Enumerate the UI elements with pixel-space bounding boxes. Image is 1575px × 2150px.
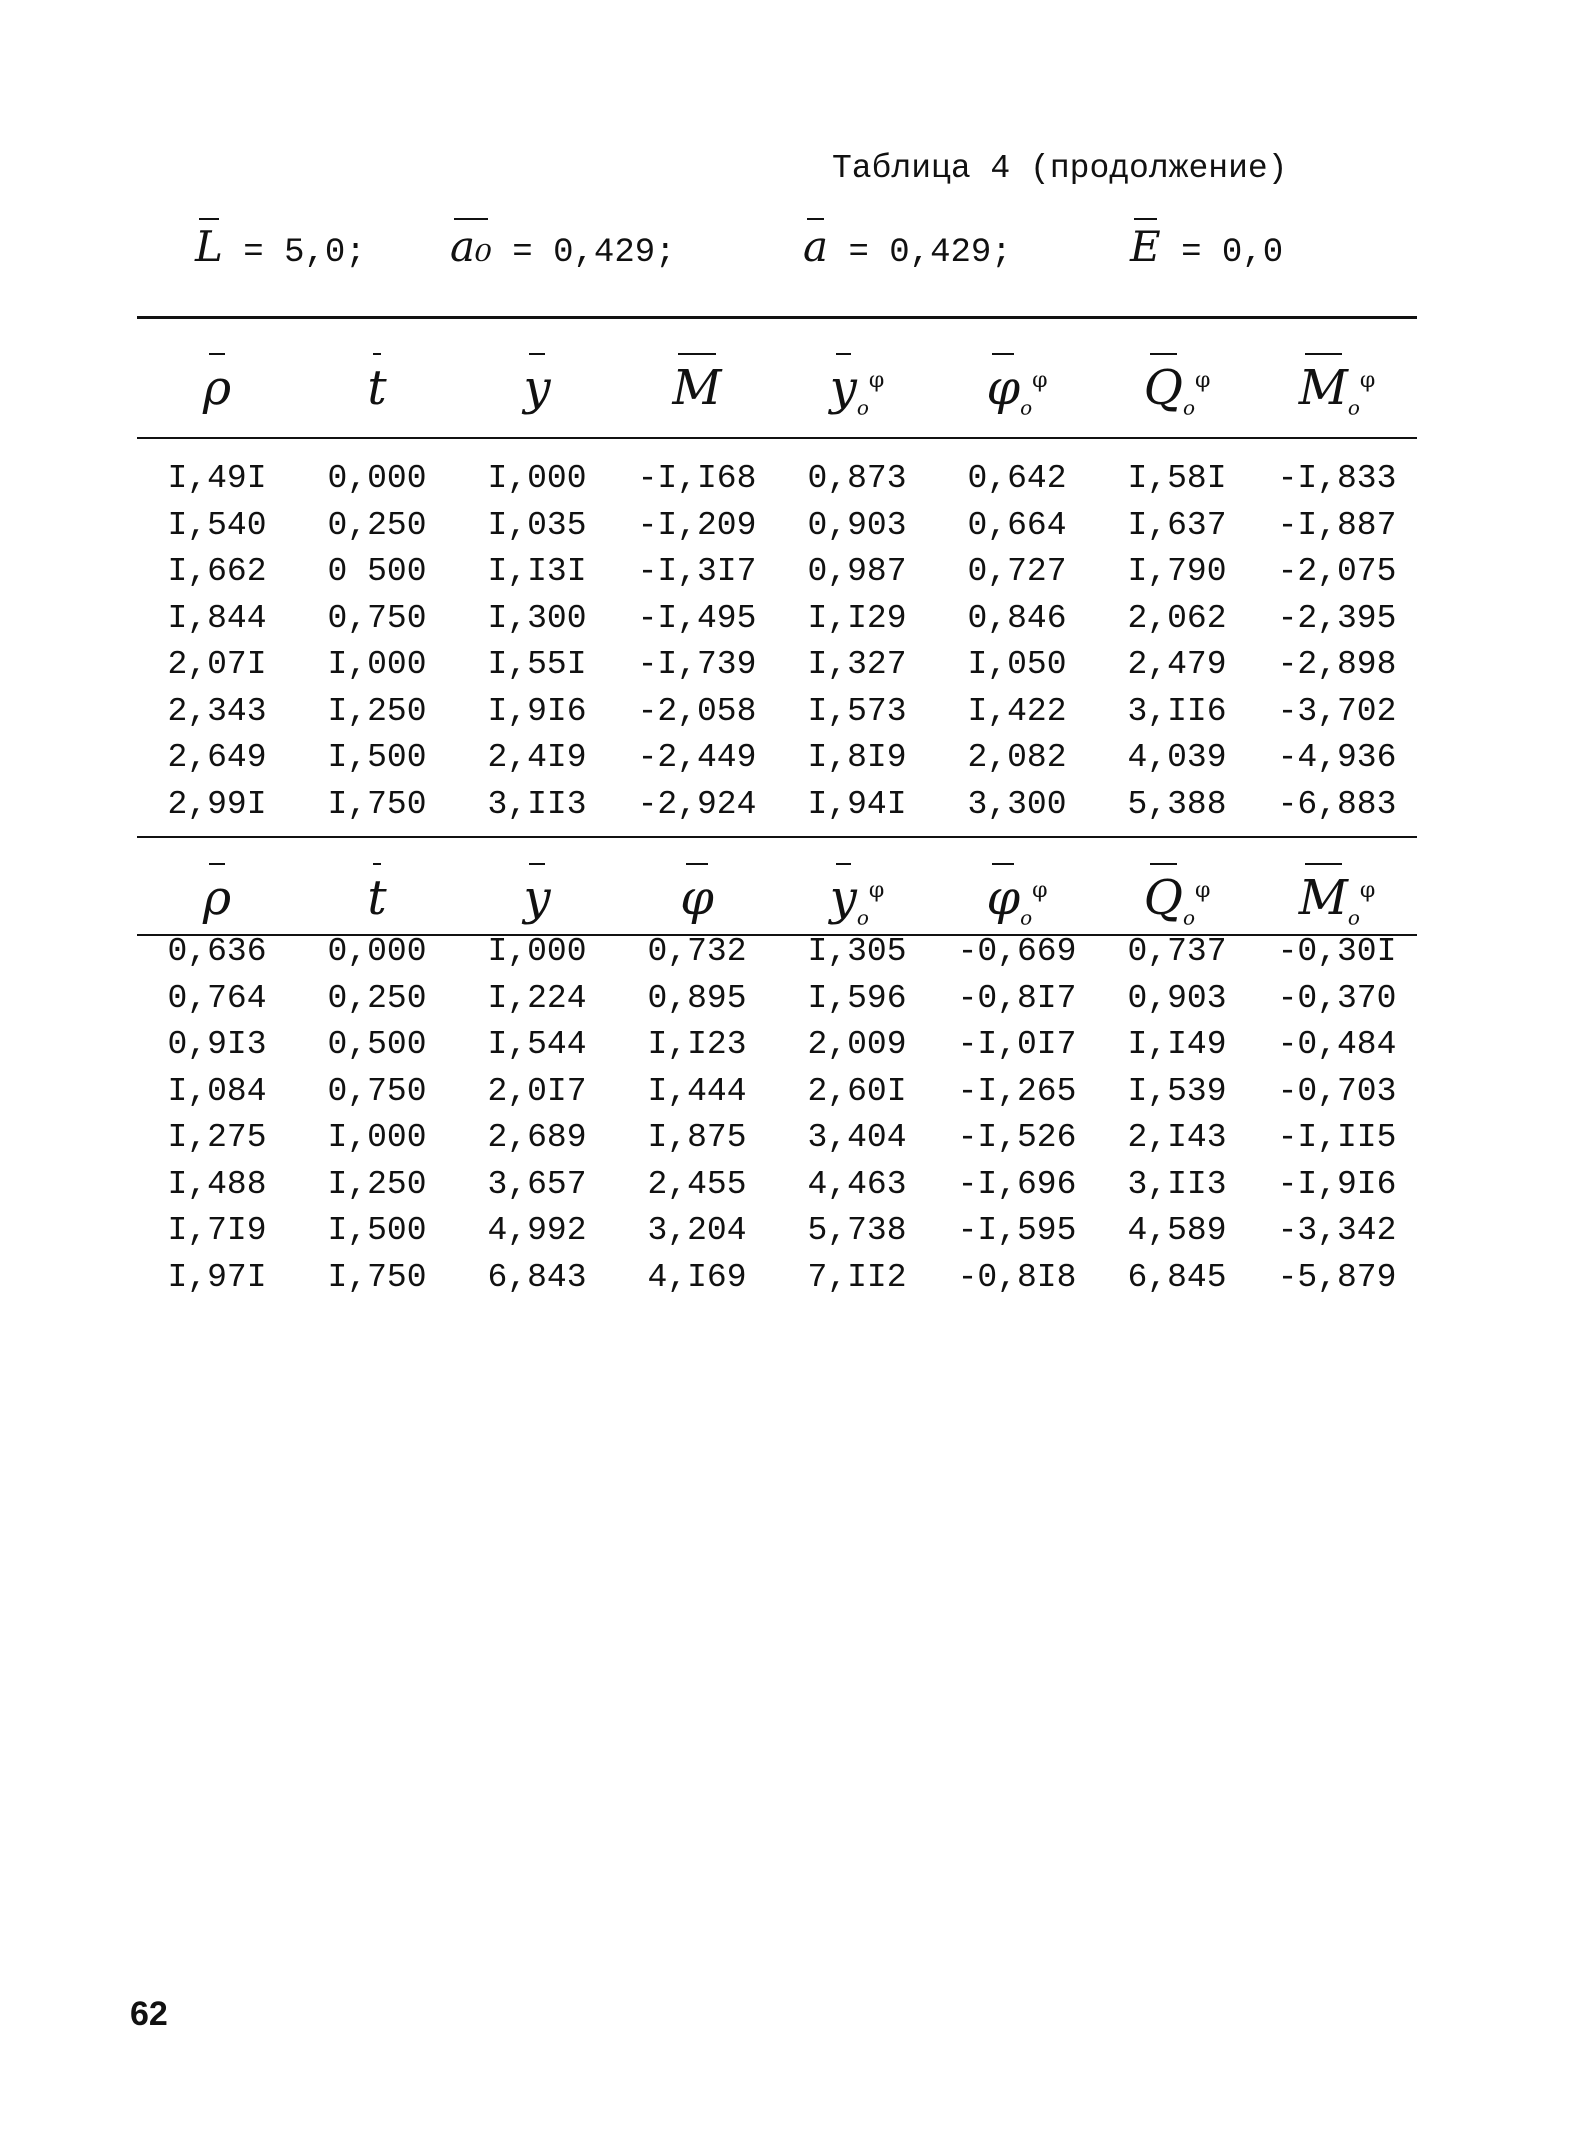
table-cell: -5,879: [1277, 1258, 1397, 1296]
table-cell: -2,449: [637, 739, 757, 776]
header-superscript: φ: [868, 878, 885, 903]
table-cell: -2,898: [1277, 646, 1397, 683]
header-superscript: φ: [1032, 368, 1048, 393]
header-symbol: M: [672, 343, 721, 433]
table-cell: 0,846: [967, 599, 1067, 637]
table-cell: -I,9I6: [1277, 1165, 1397, 1203]
table-cell: I,I3I: [487, 553, 587, 590]
column-header: [137, 846, 297, 936]
table-row: [137, 1115, 1417, 1162]
table-cell: I,58I: [1127, 460, 1227, 497]
table-cell: -I,0I7: [957, 1026, 1077, 1063]
table-cell: I,444: [647, 1072, 747, 1110]
table-cell: -I,I68: [637, 460, 757, 497]
header-subscript: o: [1020, 905, 1033, 930]
table-cell: -0,669: [957, 933, 1077, 970]
table-cell: -0,8I7: [957, 979, 1077, 1017]
table-cell: I,488: [167, 1165, 267, 1203]
table-row: [137, 1022, 1417, 1069]
table-cell: 0,903: [807, 506, 907, 544]
table-cell: 0,903: [1127, 979, 1227, 1017]
table-row: [137, 782, 1417, 829]
table-cell: 4,039: [1127, 739, 1227, 776]
header-subscript: o: [856, 395, 869, 420]
table-cell: -0,370: [1277, 979, 1397, 1017]
table-cell: 3,204: [647, 1212, 747, 1249]
param-value: = 0,429;: [512, 234, 676, 272]
column-header: [137, 336, 297, 426]
table-cell: 2,I43: [1127, 1119, 1227, 1156]
param-value: = 0,429;: [848, 234, 1012, 272]
table-cell: 0,737: [1127, 933, 1227, 970]
table-row: [137, 549, 1417, 596]
table-cell: 2,4I9: [487, 739, 587, 776]
table-cell: I,540: [167, 506, 267, 544]
table-cell: 2,99I: [167, 785, 267, 823]
table-cell: 0,873: [807, 460, 907, 497]
table-cell: I,050: [967, 646, 1067, 683]
header-symbol: y: [830, 343, 857, 433]
header-subscript: o: [1347, 395, 1360, 420]
column-header: [1097, 336, 1257, 426]
column-header: [457, 336, 617, 426]
table-cell: I,500: [327, 739, 427, 776]
header-symbol: ρ: [203, 853, 231, 943]
table-cell: 4,589: [1127, 1212, 1227, 1249]
table-cell: I,790: [1127, 553, 1227, 590]
table-cell: -3,702: [1277, 692, 1397, 730]
table-cell: I,275: [167, 1119, 267, 1156]
table-cell: 2,455: [647, 1165, 747, 1203]
header-symbol: t: [367, 343, 386, 433]
table-row: [137, 456, 1417, 503]
table-row: [137, 976, 1417, 1023]
column-header: [777, 336, 937, 426]
header-symbol: y: [523, 343, 550, 433]
header-superscript: φ: [1032, 878, 1048, 903]
table-cell: I,500: [327, 1212, 427, 1249]
table-cell: I,000: [487, 460, 587, 497]
header-subscript: o: [856, 905, 869, 930]
table-cell: I,750: [327, 1258, 427, 1296]
header-subscript: o: [1020, 395, 1033, 420]
table-cell: 5,738: [807, 1212, 907, 1249]
table-cell: -I,495: [637, 599, 757, 637]
table2-body: [137, 929, 1417, 1301]
table-cell: 0,636: [167, 933, 267, 970]
table-cell: 4,I69: [647, 1258, 747, 1296]
table-cell: -I,3I7: [637, 553, 757, 590]
table-cell: 0,732: [647, 933, 747, 970]
param-symbol: a: [803, 222, 829, 271]
table-row: [137, 1208, 1417, 1255]
page-number: 62: [130, 1995, 168, 2033]
table-cell: I,250: [327, 692, 427, 730]
column-header: [1097, 846, 1257, 936]
table-cell: 0,664: [967, 506, 1067, 544]
table-cell: 3,404: [807, 1119, 907, 1156]
param-value: = 0,0: [1181, 234, 1284, 272]
table-row: [137, 503, 1417, 550]
table-cell: 0,500: [327, 1026, 427, 1063]
table-cell: I,035: [487, 506, 587, 544]
table-cell: I,I49: [1127, 1026, 1227, 1063]
table-cell: 0,000: [327, 933, 427, 970]
table-cell: I,544: [487, 1026, 587, 1063]
table-cell: -I,833: [1277, 460, 1397, 497]
table-cell: 4,463: [807, 1165, 907, 1203]
table-cell: I,844: [167, 599, 267, 637]
column-header: [457, 846, 617, 936]
header-superscript: φ: [1359, 368, 1376, 393]
param-value: = 5,0;: [243, 234, 366, 272]
table-cell: 6,845: [1127, 1258, 1227, 1296]
table-cell: -I,739: [637, 646, 757, 683]
table-cell: I,I23: [647, 1026, 747, 1063]
column-header: [297, 846, 457, 936]
column-header: [937, 336, 1097, 426]
param-E: [1130, 222, 1283, 272]
table-cell: 3,300: [967, 785, 1067, 823]
header-superscript: φ: [1359, 878, 1376, 903]
table1-body: [137, 456, 1417, 828]
header-symbol: y: [523, 853, 550, 943]
header-symbol: y: [830, 853, 857, 943]
column-header: [617, 846, 777, 936]
table-cell: -I,265: [957, 1072, 1077, 1110]
column-header: [297, 336, 457, 426]
table-cell: I,97I: [167, 1258, 267, 1296]
table-cell: 3,II3: [1127, 1165, 1227, 1203]
table-cell: 0,750: [327, 1072, 427, 1110]
table-cell: 0,9I3: [167, 1026, 267, 1063]
param-symbol: L: [195, 222, 223, 271]
header-symbol: t: [367, 853, 386, 943]
table-cell: I,539: [1127, 1072, 1227, 1110]
table-cell: -I,887: [1277, 506, 1397, 544]
table-cell: -I,II5: [1277, 1119, 1397, 1156]
table-cell: I,750: [327, 785, 427, 823]
table-cell: I,49I: [167, 460, 267, 497]
table-cell: 0,764: [167, 979, 267, 1017]
header-superscript: φ: [1195, 878, 1211, 903]
table-cell: -2,058: [637, 692, 757, 730]
table-divider-rule: [137, 836, 1417, 838]
header-superscript: φ: [1195, 368, 1211, 393]
table-cell: I,637: [1127, 506, 1227, 544]
table-caption: Таблица 4 (продолжение): [832, 150, 1288, 187]
table-cell: I,662: [167, 553, 267, 590]
column-header: [777, 846, 937, 936]
table-cell: I,084: [167, 1072, 267, 1110]
table-cell: 0,895: [647, 979, 747, 1017]
column-header: [617, 336, 777, 426]
table-cell: 6,843: [487, 1258, 587, 1296]
table-cell: 0,642: [967, 460, 1067, 497]
table-cell: -I,526: [957, 1119, 1077, 1156]
table2-header: [137, 846, 1417, 936]
table-cell: 2,649: [167, 739, 267, 776]
table-cell: 0 500: [327, 553, 427, 590]
header-symbol: φ: [986, 853, 1020, 943]
header-subscript: o: [1182, 395, 1195, 420]
table-cell: I,7I9: [167, 1212, 267, 1249]
table-cell: I,55I: [487, 646, 587, 683]
table-cell: I,300: [487, 599, 587, 637]
table-cell: -0,703: [1277, 1072, 1397, 1110]
table-row: [137, 642, 1417, 689]
table-cell: -0,484: [1277, 1026, 1397, 1063]
table-cell: -6,883: [1277, 785, 1397, 823]
param-L: [195, 222, 366, 272]
table-cell: I,000: [487, 933, 587, 970]
column-header: [937, 846, 1097, 936]
header-symbol: ρ: [203, 343, 231, 433]
table-cell: -2,924: [637, 785, 757, 823]
table-cell: 5,388: [1127, 785, 1227, 823]
table-cell: I,327: [807, 646, 907, 683]
header-subscript: o: [1347, 905, 1360, 930]
table-cell: 2,062: [1127, 599, 1227, 637]
table-row: [137, 735, 1417, 782]
header-symbol: φ: [680, 853, 714, 943]
table-cell: 0,250: [327, 979, 427, 1017]
table-cell: 2,009: [807, 1026, 907, 1063]
table-cell: 0,000: [327, 460, 427, 497]
table-cell: 2,689: [487, 1119, 587, 1156]
param-a0: [450, 222, 676, 272]
table1-header: [137, 336, 1417, 426]
header-superscript: φ: [868, 368, 885, 393]
table-cell: -0,8I8: [957, 1258, 1077, 1296]
param-symbol: E: [1130, 222, 1161, 271]
table-row: [137, 689, 1417, 736]
table-cell: I,9I6: [487, 692, 587, 730]
table-cell: I,I29: [807, 599, 907, 637]
table-cell: 3,II3: [487, 785, 587, 823]
table-cell: 2,0I7: [487, 1072, 587, 1110]
header-subscript: o: [1182, 905, 1195, 930]
table-cell: I,94I: [807, 785, 907, 823]
table-cell: -2,075: [1277, 553, 1397, 590]
param-a: [803, 222, 1012, 272]
table-cell: I,573: [807, 692, 907, 730]
table-cell: I,8I9: [807, 739, 907, 776]
table-cell: I,000: [327, 1119, 427, 1156]
table-cell: I,000: [327, 646, 427, 683]
table-cell: -3,342: [1277, 1212, 1397, 1249]
table-cell: 4,992: [487, 1212, 587, 1249]
table1-header-rule: [137, 437, 1417, 439]
header-symbol: Q: [1144, 343, 1183, 433]
table-cell: -0,30I: [1277, 933, 1397, 970]
header-symbol: M: [1299, 343, 1348, 433]
table-cell: -I,595: [957, 1212, 1077, 1249]
table-row: [137, 1069, 1417, 1116]
table-cell: 0,250: [327, 506, 427, 544]
parameters-line: [195, 222, 1315, 282]
header-symbol: M: [1299, 853, 1348, 943]
table-row: [137, 596, 1417, 643]
header-symbol: Q: [1144, 853, 1183, 943]
table-cell: I,875: [647, 1119, 747, 1156]
header-symbol: φ: [986, 343, 1020, 433]
table-top-rule: [137, 316, 1417, 319]
table-cell: -I,696: [957, 1165, 1077, 1203]
table-cell: 0,750: [327, 599, 427, 637]
table-cell: I,422: [967, 692, 1067, 730]
table-cell: 0,987: [807, 553, 907, 590]
table-cell: I,224: [487, 979, 587, 1017]
table-cell: 2,082: [967, 739, 1067, 776]
table-cell: 7,II2: [807, 1258, 907, 1296]
table-cell: -2,395: [1277, 599, 1397, 637]
table-cell: 0,727: [967, 553, 1067, 590]
table-row: [137, 929, 1417, 976]
table-row: [137, 1255, 1417, 1302]
column-header: [1257, 336, 1417, 426]
table-cell: -4,936: [1277, 739, 1397, 776]
param-symbol: a₀: [450, 222, 492, 271]
table-cell: -I,209: [637, 506, 757, 544]
table-cell: I,250: [327, 1165, 427, 1203]
table-cell: I,305: [807, 933, 907, 970]
table-cell: I,596: [807, 979, 907, 1017]
table-cell: 3,II6: [1127, 692, 1227, 730]
table-row: [137, 1162, 1417, 1209]
table-cell: 2,479: [1127, 646, 1227, 683]
table-cell: 2,60I: [807, 1072, 907, 1110]
table-cell: 3,657: [487, 1165, 587, 1203]
table-cell: 2,07I: [167, 646, 267, 683]
table-cell: 2,343: [167, 692, 267, 730]
column-header: [1257, 846, 1417, 936]
